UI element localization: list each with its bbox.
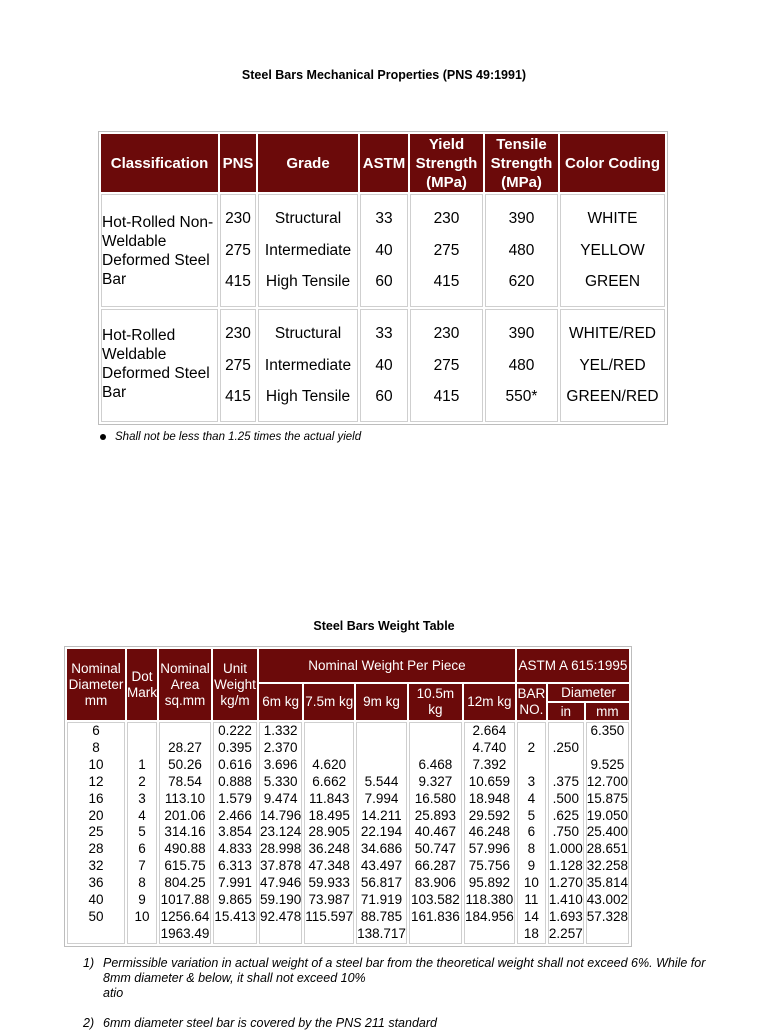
header-6m: 6m kg — [259, 684, 302, 720]
footnote-text: 6mm diameter steel bar is covered by the PNS 211 standard — [103, 1016, 437, 1030]
grade-cell: Structural Intermediate High Tensile — [258, 309, 358, 422]
table2-header-row — [67, 649, 629, 682]
footnotes — [83, 956, 723, 1031]
header-astm: ASTM A 615:1995 — [517, 649, 629, 682]
pns-cell: 230 275 415 — [220, 309, 256, 422]
header-mm: mm — [586, 703, 629, 720]
diameter-mm-column: 6.350 9.525 12.700 15.875 19.050 25.400 28.651 32.258 35.814 43.002 57.328 — [586, 722, 629, 944]
footnote-text: atio — [103, 986, 124, 1000]
dot-mark-column: 1 2 3 4 5 6 7 8 9 10 — [127, 722, 157, 944]
header-tensile-strength: Tensile Strength (MPa) — [485, 134, 558, 192]
header-9m: 9m kg — [356, 684, 407, 720]
header-unit-weight: Unit Weight kg/m — [213, 649, 257, 720]
header-grade: Grade — [258, 134, 358, 192]
header-classification: Classification — [101, 134, 218, 192]
classification-cell: Hot-Rolled Non-Weldable Deformed Steel Bar — [101, 194, 218, 307]
header-nominal-weight: Nominal Weight Per Piece — [259, 649, 515, 682]
nominal-area-column: 28.27 50.26 78.54 113.10 201.06 314.16 490.88 615.75 804.25 1017.88 1256.64 1963.49 — [159, 722, 211, 944]
astm-cell: 33 40 60 — [360, 309, 408, 422]
header-diameter: Diameter — [548, 684, 629, 701]
unit-weight-column: 0.222 0.395 0.616 0.888 1.579 2.466 3.854 4.833 6.313 7.991 9.865 15.413 — [213, 722, 257, 944]
table1-header-row — [101, 134, 665, 192]
header-nominal-area: Nominal Area sq.mm — [159, 649, 211, 720]
weight-12m-column: 2.664 4.740 7.392 10.659 18.948 29.592 46.248 57.996 75.756 95.892 118.380 184.956 — [464, 722, 515, 944]
nominal-diameter-column: 6 8 10 12 16 20 25 28 32 36 40 50 — [67, 722, 125, 944]
table-row — [67, 722, 629, 944]
bullet-icon — [100, 434, 106, 440]
header-astm: ASTM — [360, 134, 408, 192]
header-dot-mark: Dot Mark — [127, 649, 157, 720]
weight-table — [64, 646, 632, 947]
footnote-number: 1) — [83, 956, 95, 970]
classification-cell: Hot-Rolled Weldable Deformed Steel Bar — [101, 309, 218, 422]
table-row — [101, 309, 665, 422]
yield-cell: 230 275 415 — [410, 309, 483, 422]
header-bar-no: BAR NO. — [517, 684, 546, 720]
diameter-in-column: .250 .375 .500 .625 .750 1.000 1.128 1.270 1.410 1.693 2.257 — [548, 722, 584, 944]
weight-6m-column: 1.332 2.370 3.696 5.330 9.474 14.796 23.124 28.998 37.878 47.946 59.190 92.478 — [259, 722, 302, 944]
footnote-1-continuation — [83, 986, 723, 1001]
astm-cell: 33 40 60 — [360, 194, 408, 307]
header-pns: PNS — [220, 134, 256, 192]
header-nominal-diameter: Nominal Diameter mm — [67, 649, 125, 720]
weight-9m-column: 5.544 7.994 14.211 22.194 34.686 43.497 56.817 71.919 88.785 138.717 — [356, 722, 407, 944]
table1-title: Steel Bars Mechanical Properties (PNS 49:1991) — [241, 68, 527, 82]
header-in: in — [548, 703, 584, 720]
tensile-cell: 390 480 550* — [485, 309, 558, 422]
tensile-cell: 390 480 620 — [485, 194, 558, 307]
color-coding-cell: WHITE/RED YEL/RED GREEN/RED — [560, 309, 665, 422]
pns-cell: 230 275 415 — [220, 194, 256, 307]
table-row — [101, 194, 665, 307]
yield-note — [100, 431, 361, 443]
table2-title: Steel Bars Weight Table — [313, 619, 455, 633]
footnote-number: 2) — [83, 1016, 95, 1030]
weight-7-5m-column: 4.620 6.662 11.843 18.495 28.905 36.248 47.348 59.933 73.987 115.597 — [304, 722, 354, 944]
color-coding-cell: WHITE YELLOW GREEN — [560, 194, 665, 307]
yield-cell: 230 275 415 — [410, 194, 483, 307]
header-color-coding: Color Coding — [560, 134, 665, 192]
mechanical-properties-table — [98, 131, 668, 425]
footnote-number — [83, 986, 103, 1001]
grade-cell: Structural Intermediate High Tensile — [258, 194, 358, 307]
weight-10-5m-column: 6.468 9.327 16.580 25.893 40.467 50.747 66.287 83.906 103.582 161.836 — [409, 722, 462, 944]
header-10-5m: 10.5m kg — [409, 684, 462, 720]
note-text: Shall not be less than 1.25 times the actual yield — [115, 431, 362, 443]
header-12m: 12m kg — [464, 684, 515, 720]
bar-no-column: 2 3 4 5 6 8 9 10 11 14 18 — [517, 722, 546, 944]
header-yield-strength: Yield Strength (MPa) — [410, 134, 483, 192]
footnote-1 — [83, 956, 723, 986]
footnote-text: Permissible variation in actual weight of a steel bar from the theoretical weight shall not exceed 6%. While for 8mm diameter & below, it shall not exceed 10% — [103, 956, 706, 985]
header-7-5m: 7.5m kg — [304, 684, 354, 720]
